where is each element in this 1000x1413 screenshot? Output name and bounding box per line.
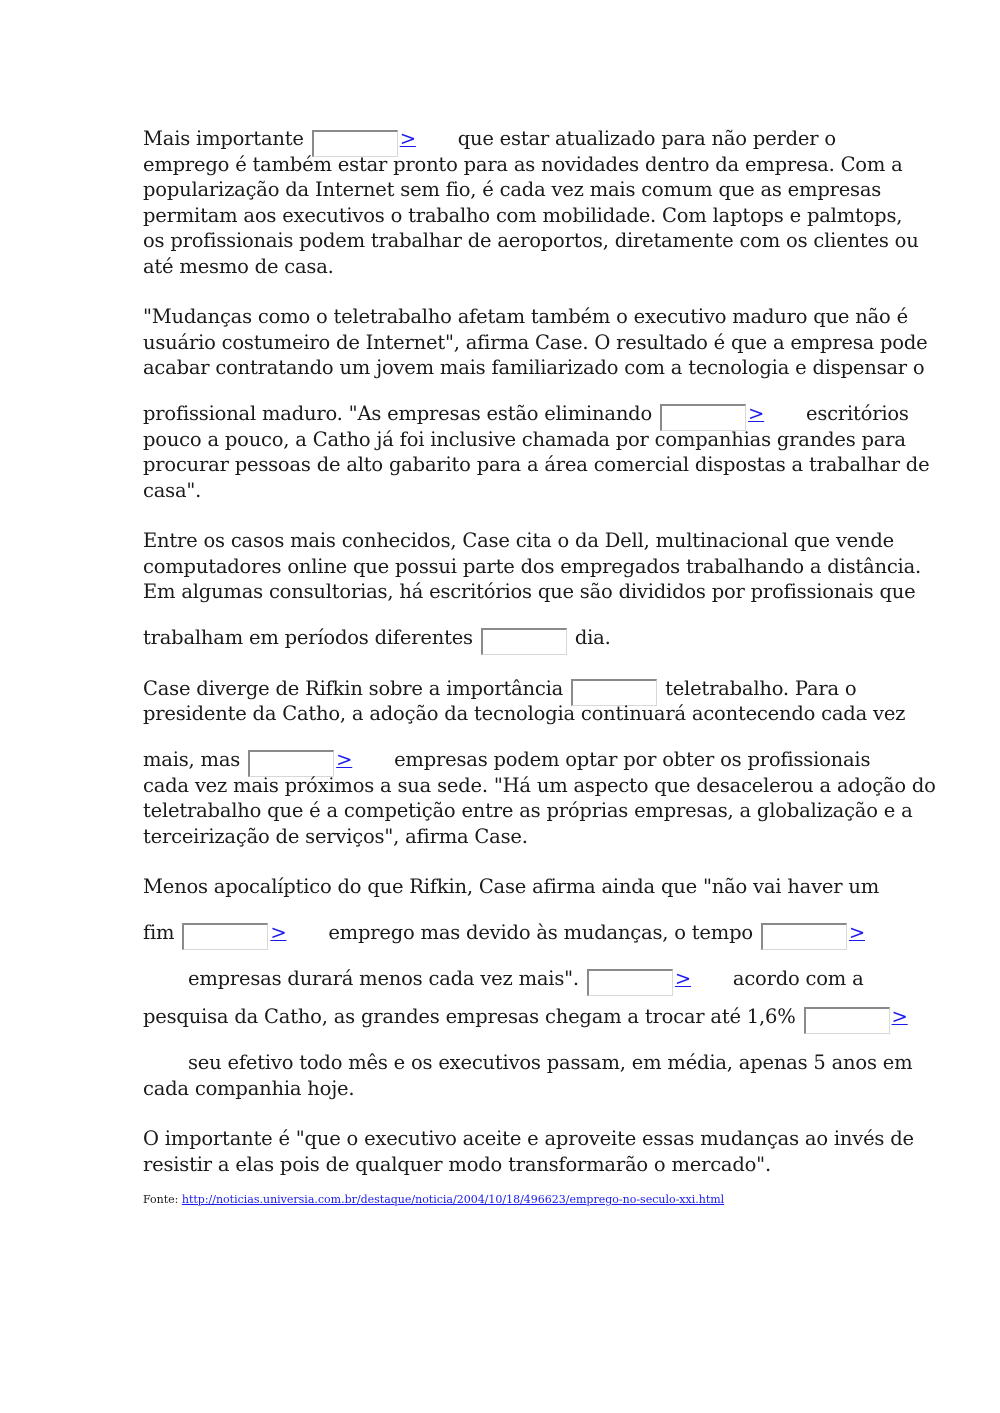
line: usuário costumeiro de Internet", afirma Case. O resultado é que a empresa pode [143, 330, 928, 354]
text: acordo com a [732, 966, 864, 990]
line: os profissionais podem trabalhar de aeroportos, diretamente com os clientes ou [143, 229, 919, 252]
text: empresas durará menos cada vez mais". [188, 966, 585, 990]
paragraph-gap [143, 1101, 858, 1126]
line [143, 676, 858, 702]
line: acabar contratando um jovem mais familiarizado com a tecnologia e dispensar o [143, 356, 925, 379]
next-link-2[interactable]: > [748, 401, 765, 425]
next-link-9[interactable]: > [891, 1004, 908, 1028]
source-citation [143, 1193, 858, 1206]
next-link-5[interactable]: > [336, 747, 353, 771]
line: popularização da Internet sem fio, é cada vez mais comum que as empresas [143, 178, 882, 201]
paragraph-5 [143, 874, 913, 1101]
line: cada vez mais próximos a sua sede. "Há um aspecto que desacelerou a adoção do [143, 773, 936, 797]
line: Entre os casos mais conhecidos, Case cita o da Dell, multinacional que vende [143, 529, 894, 552]
line: O importante é "que o executivo aceite e aproveite essas mudanças ao invés de [143, 1127, 914, 1150]
text: emprego mas devido às mudanças, o tempo [328, 920, 759, 944]
blank-input-3[interactable] [481, 628, 567, 655]
line: permitam aos executivos o trabalho com mobilidade. Com laptops e palmtops, [143, 203, 903, 227]
paragraph-gap [143, 849, 858, 874]
line: seu efetivo todo mês e os executivos passam, em média, apenas 5 anos em [188, 1050, 913, 1074]
text: mais, mas [143, 747, 247, 771]
line [143, 900, 866, 946]
line: "Mudanças como o teletrabalho afetam também o executivo maduro que não é [143, 305, 908, 328]
line [143, 605, 858, 651]
line: presidente da Catho, a adoção da tecnologia continuará acontecendo cada vez [143, 702, 906, 725]
line [143, 381, 909, 427]
line: casa". [143, 478, 202, 502]
text: profissional maduro. "As empresas estão eliminando [143, 401, 659, 425]
line: computadores online que possui parte dos empregados trabalhando a distância. [143, 554, 922, 578]
line [143, 992, 908, 1030]
text: trabalham em períodos diferentes [143, 625, 479, 649]
line: até mesmo de casa. [143, 254, 334, 278]
document-body [143, 126, 936, 1206]
paragraph-gap [143, 503, 858, 528]
line: pouco a pouco, a Catho já foi inclusive chamada por companhias grandes para [143, 427, 906, 451]
source-link[interactable]: http://noticias.universia.com.br/destaque/noticia/2004/10/18/496623/emprego-no-seculo-xxi.html [181, 1193, 725, 1206]
line: procurar pessoas de alto gabarito para a área comercial dispostas a trabalhar de [143, 453, 930, 476]
next-link-1[interactable]: > [399, 127, 416, 150]
text: escritórios [806, 401, 909, 425]
text: Mais importante [143, 127, 310, 150]
next-link-8[interactable]: > [674, 966, 692, 990]
line: emprego é também estar pronto para as novidades dentro da empresa. Com a [143, 152, 903, 176]
source-label: Fonte: [143, 1193, 182, 1206]
next-link-7[interactable]: > [848, 920, 866, 944]
text: pesquisa da Catho, as grandes empresas chegam a trocar até 1,6% [143, 1004, 802, 1028]
text: Case diverge de Rifkin sobre a importância [143, 676, 570, 700]
text: que estar atualizado para não perder o [457, 127, 836, 150]
line: cada companhia hoje. [143, 1076, 355, 1100]
paragraph-2 [143, 304, 930, 503]
line: Menos apocalíptico do que Rifkin, Case afirma ainda que "não vai haver um [143, 875, 880, 898]
line [143, 126, 858, 152]
paragraph-3 [143, 528, 922, 651]
line: resistir a elas pois de qualquer modo transformarão o mercado". [143, 1152, 771, 1176]
line [143, 727, 871, 773]
line: terceirização de serviços", afirma Case. [143, 824, 528, 848]
paragraph-6 [143, 1126, 914, 1177]
text: empresas podem optar por obter os profissionais [394, 747, 871, 771]
line: Em algumas consultorias, há escritórios que são divididos por profissionais que [143, 580, 916, 603]
text: dia. [568, 625, 611, 649]
paragraph-gap [143, 279, 858, 304]
text: fim [143, 920, 181, 944]
text: teletrabalho. Para o [659, 676, 857, 700]
paragraph-1 [143, 126, 919, 279]
next-link-6[interactable]: > [270, 920, 287, 944]
line: teletrabalho que é a competição entre as próprias empresas, a globalização e a [143, 799, 913, 822]
line [143, 946, 864, 992]
paragraph-4 [143, 676, 936, 850]
